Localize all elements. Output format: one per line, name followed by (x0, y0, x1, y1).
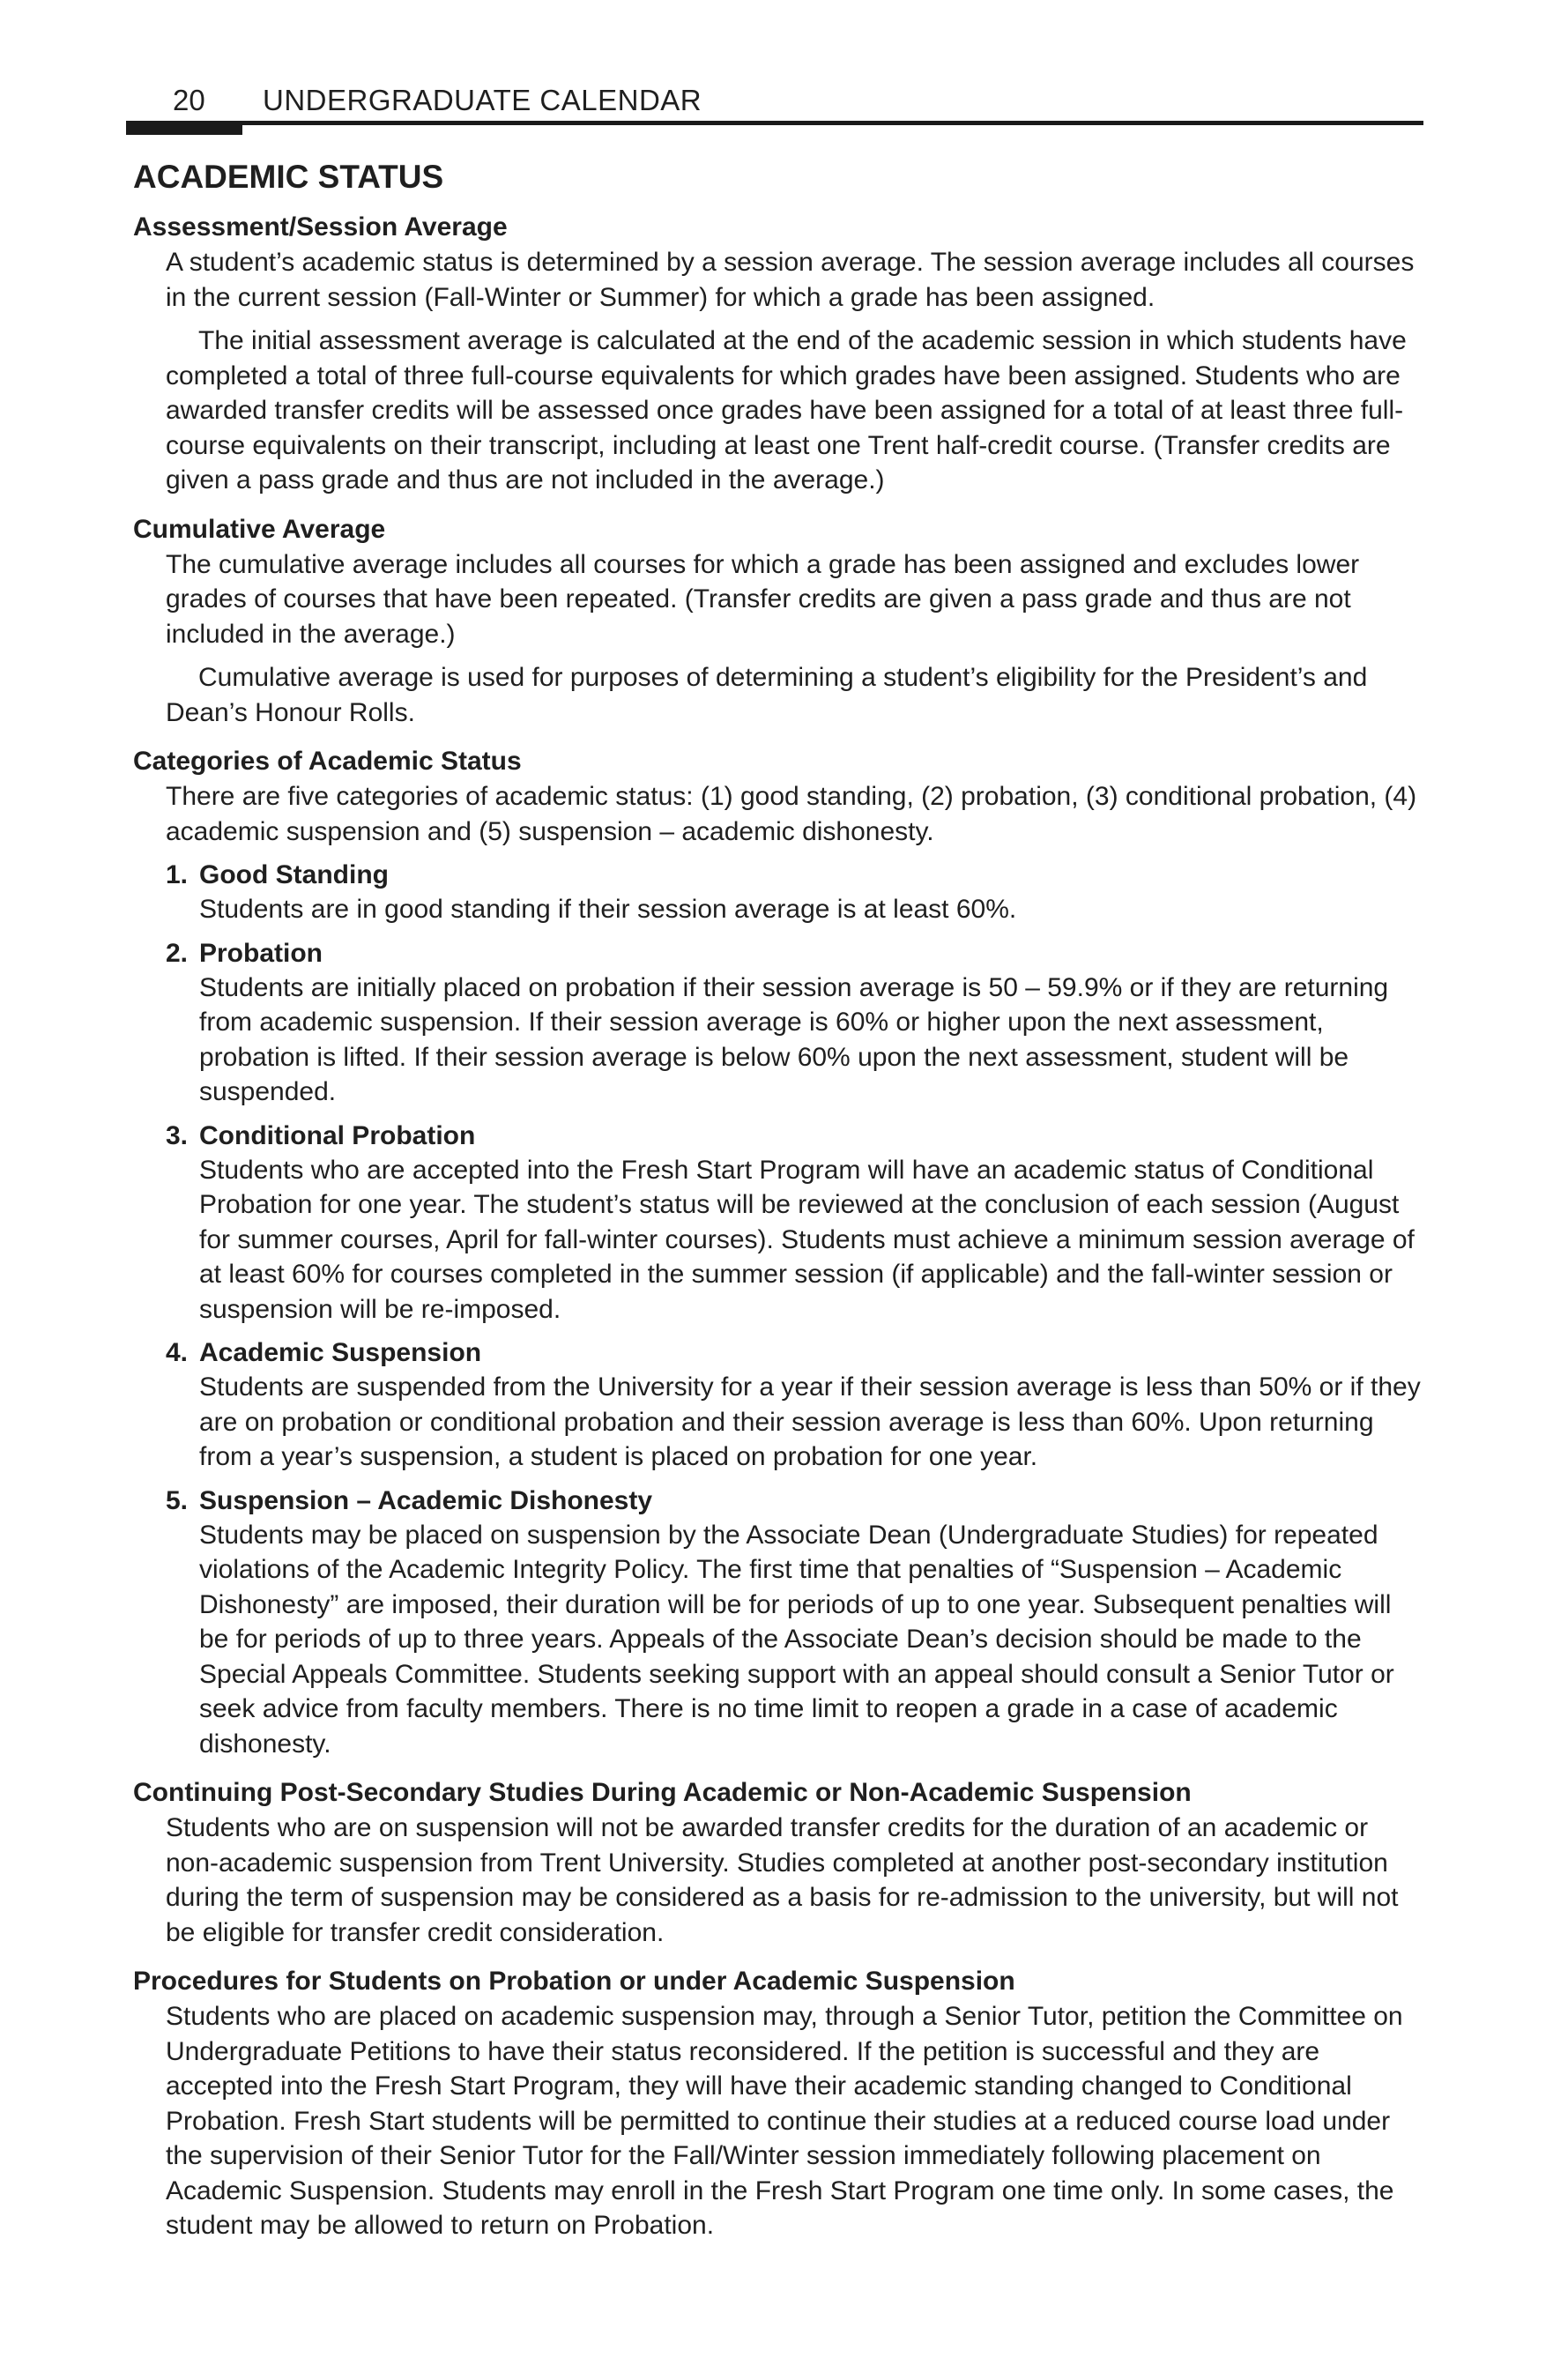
section-heading: Continuing Post-Secondary Studies During Academic or Non-Academic Suspension (133, 1778, 1192, 1807)
item-title: Conditional Probation (199, 1120, 476, 1150)
item-number: 4. (166, 1338, 189, 1367)
item-title: Academic Suspension (199, 1338, 482, 1367)
section-assessment (133, 210, 1423, 498)
section-continuing-studies (133, 1775, 1423, 1950)
item-text: Students are initially placed on probation if their session average is 50 – 59.9% or if they are returning from academic suspension. If their session average is 60% or higher upon the next assessment, probation is lifted. If their session average is below 60% upon the next assessment, student will be suspended. (199, 972, 1389, 1106)
item-number: 1. (166, 860, 189, 889)
paragraph: Cumulative average is used for purposes of determining a student’s eligibility for the President’s and Dean’s Honour Rolls. (166, 663, 1368, 727)
section-heading: Cumulative Average (133, 514, 386, 544)
paragraph: The cumulative average includes all courses for which a grade has been assigned and excludes lower grades of courses that have been repeated. (Transfer credits are given a pass grade and thus are not included in the average.) (166, 549, 1360, 649)
page-content (133, 157, 1423, 2257)
status-item-good-standing (166, 858, 1423, 927)
status-item-academic-suspension (166, 1335, 1423, 1475)
header-accent-bar (126, 121, 242, 135)
status-item-conditional-probation (166, 1119, 1423, 1328)
section-cumulative (133, 512, 1423, 731)
section-heading: Procedures for Students on Probation or under Academic Suspension (133, 1967, 1015, 1996)
page-number: 20 (173, 84, 205, 116)
running-title: UNDERGRADUATE CALENDAR (263, 84, 702, 116)
page-title: ACADEMIC STATUS (133, 159, 444, 195)
item-text: Students are suspended from the University for a year if their session average is less than 50% or if they are on probation or conditional probation and their session average is less than 60%. Upon returning from a year’s suspension, a student is placed on probation for one year. (199, 1372, 1421, 1471)
item-title: Probation (199, 938, 323, 968)
status-item-suspension-academic-dishonesty (166, 1484, 1423, 1762)
item-number: 2. (166, 938, 189, 968)
status-item-probation (166, 936, 1423, 1110)
item-number: 5. (166, 1485, 189, 1515)
section-heading: Categories of Academic Status (133, 747, 522, 776)
item-text: Students may be placed on suspension by the Associate Dean (Undergraduate Studies) for repeated violations of the Academic Integrity Policy. The first time that penalties of “Suspension – Academic Dishonesty” are imposed, their duration will be for periods of up to one year. Subsequent penalties will be for periods of up to three years. Appeals of the Associate Dean’s decision should be made to the Special Appeals Committee. Students seeking support with an appeal should consult a Senior Tutor or seek advice from faculty members. There is no time limit to reopen a grade in a case of academic dishonesty. (199, 1520, 1394, 1759)
section-heading: Assessment/Session Average (133, 212, 508, 242)
paragraph: A student’s academic status is determined by a session average. The session average includes all courses in the current session (Fall-Winter or Summer) for which a grade has been assigned. (166, 248, 1415, 312)
paragraph: There are five categories of academic status: (1) good standing, (2) probation, (3) conditional probation, (4) academic suspension and (5) suspension – academic dishonesty. (166, 782, 1417, 846)
header-rule (126, 121, 1423, 125)
item-title: Good Standing (199, 860, 389, 889)
item-number: 3. (166, 1120, 189, 1150)
paragraph: Students who are placed on academic suspension may, through a Senior Tutor, petition the Committee on Undergraduate Petitions to have their status reconsidered. If the petition is successful and they are accepted into the Fresh Start Program, they will have their academic standing changed to Conditional Probation. Fresh Start students will be permitted to continue their studies at a reduced course load under the supervision of their Senior Tutor for the Fall/Winter session immediately following placement on Academic Suspension. Students may enroll in the Fresh Start Program one time only. In some cases, the student may be allowed to return on Probation. (166, 2002, 1403, 2240)
paragraph: Students who are on suspension will not be awarded transfer credits for the duration of an academic or non-academic suspension from Trent University. Studies completed at another post-secondary institution during the term of suspension may be considered as a basis for re-admission to the university, but will not be eligible for transfer credit consideration. (166, 1813, 1399, 1947)
paragraph: The initial assessment average is calculated at the end of the academic session in which students have completed a total of three full-course equivalents for which grades have been assigned. Students who are awarded transfer credits will be assessed once grades have been assigned for a total of at least three full-course equivalents on their transcript, including at least one Trent half-credit course. (Transfer credits are given a pass grade and thus are not included in the average.) (166, 326, 1407, 495)
item-title: Suspension – Academic Dishonesty (199, 1485, 653, 1515)
item-text: Students who are accepted into the Fresh Start Program will have an academic status of Conditional Probation for one year. The student’s status will be reviewed at the conclusion of each session (August for summer courses, April for fall-winter courses). Students must achieve a minimum session average of at least 60% for courses completed in the summer session (if applicable) and the fall-winter session or suspension will be re-imposed. (199, 1155, 1415, 1324)
section-procedures (133, 1964, 1423, 2243)
item-text: Students are in good standing if their session average is at least 60%. (199, 895, 1017, 924)
section-categories (133, 744, 1423, 1761)
